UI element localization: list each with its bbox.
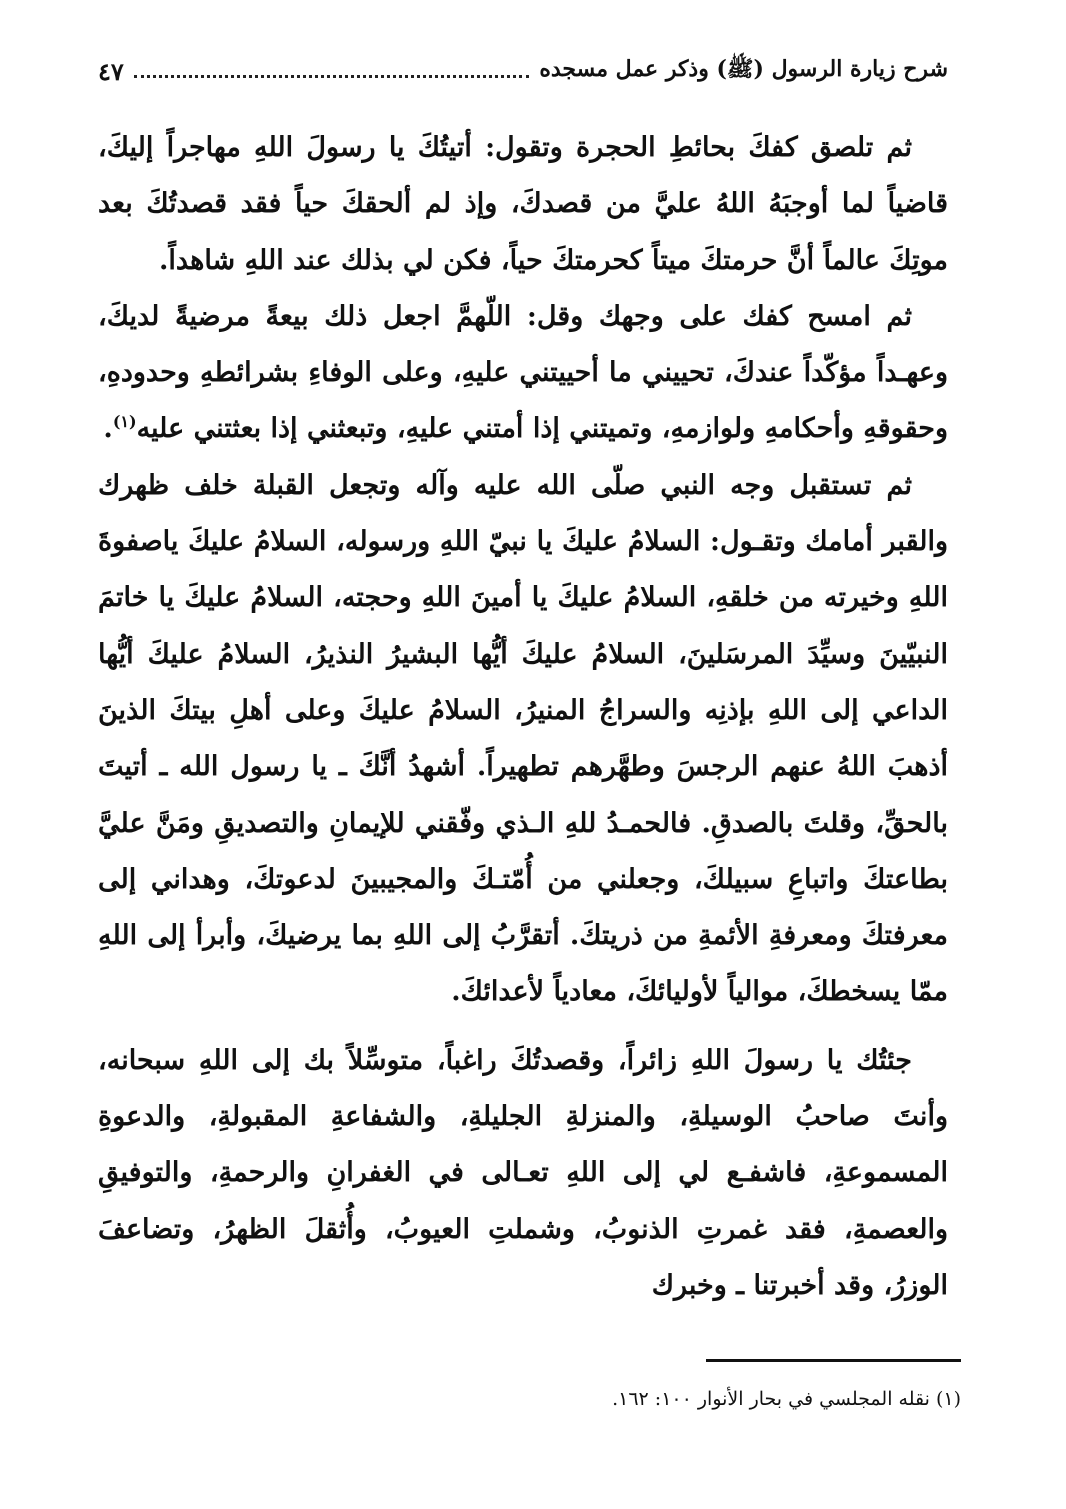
running-header bbox=[98, 50, 948, 92]
footnote-divider bbox=[706, 1359, 961, 1362]
paragraph-2 bbox=[98, 289, 948, 458]
paragraph-2-end: . bbox=[103, 413, 113, 445]
header-title: شرح زيارة الرسول (ﷺ) وذكر عمل مسجده bbox=[539, 56, 948, 82]
paragraph-2-text: ثم امسح كفك على وجهك وقل: اللّهمَّ اجعل ذلك بيعةً مرضيةً لديكَ، وعهـداً مؤكّداً عندكَ، تحييني ما أحييتني عليهِ، وعلى الوفاءِ بشرائطهِ وحدودهِ، وحقوقهِ وأحكامهِ ولوازمهِ، وتميتني إذا أمتني عليهِ، وتبعثني إذا بعثتني عليه bbox=[98, 300, 948, 445]
paragraph-1: ثم تلصق كفكَ بحائطِ الحجرة وتقول: أتيتُكَ يا رسولَ اللهِ مهاجراً إليكَ، قاضياً لما أوجبَهُ اللهُ عليَّ من قصدكَ، وإذ لم ألحقكَ حياً فقد قصدتُكَ بعد موتِكَ عالماً أنَّ حرمتكَ ميتاً كحرمتكَ حياً، فكن لي بذلك عند اللهِ شاهداً. bbox=[98, 132, 948, 276]
footnote-marker: (١) bbox=[112, 412, 137, 432]
footnote: (١) نقله المجلسي في بحار الأنوار ١٠٠: ١٦٢. bbox=[612, 1388, 961, 1410]
page-body bbox=[98, 120, 948, 1314]
paragraph-4: جئتُك يا رسولَ اللهِ زائراً، وقصدتُكَ راغباً، متوسِّلاً بك إلى اللهِ سبحانه، وأنتَ صاحبُ الوسيلةِ، والمنزلةِ الجليلةِ، والشفاعةِ المقبولةِ، والدعوةِ المسموعةِ، فاشفـع لي إلى اللهِ تعـالى في الغفرانِ والرحمةِ، والتوفيقِ والعصمةِ، فقد غمرتِ الذنوبُ، وشملتِ العيوبُ، وأُثقلَ الظهرُ، وتضاعفَ الوزرُ، وقد أخبرتنا ـ وخبرك bbox=[98, 1044, 948, 1301]
header-leader-dots bbox=[134, 75, 530, 78]
paragraph-3: ثم تستقبل وجه النبي صلّى الله عليه وآله وتجعل القبلة خلف ظهرك والقبر أمامك وتقـول: السلامُ عليكَ يا نبيّ اللهِ ورسوله، السلامُ عليكَ ياصفوةَ اللهِ وخيرته من خلقهِ، السلامُ عليكَ يا أمينَ اللهِ وحجته، السلامُ عليكَ يا خاتمَ النبيّينَ وسيِّدَ المرسَلينَ، السلامُ عليكَ أيُّها البشيرُ النذيرُ، السلامُ عليكَ أيُّها الداعي إلى اللهِ بإذنِه والسراجُ المنيرُ، السلامُ عليكَ وعلى أهلِ بيتكَ الذينَ أذهبَ اللهُ عنهم الرجسَ وطهَّرهم تطهيراً. أشهدُ أنَّكَ ـ يا رسول الله ـ أتيتَ بالحقِّ، وقلتَ بالصدقِ. فالحمـدُ للهِ الـذي وفّقني للإيمانِ والتصديقِ ومَنَّ عليَّ بطاعتكَ واتباعِ سبيلكَ، وجعلني من أُمّتـكَ والمجيبينَ لدعوتكَ، وهداني إلى معرفتكَ ومعرفةِ الأئمةِ من ذريتكَ. أتقرَّبُ إلى اللهِ بما يرضيكَ، وأبرأ إلى اللهِ ممّا يسخطكَ، موالياً لأوليائكَ، معادياً لأعدائكَ. bbox=[98, 469, 948, 1008]
page-number: ٤٧ bbox=[98, 56, 124, 86]
